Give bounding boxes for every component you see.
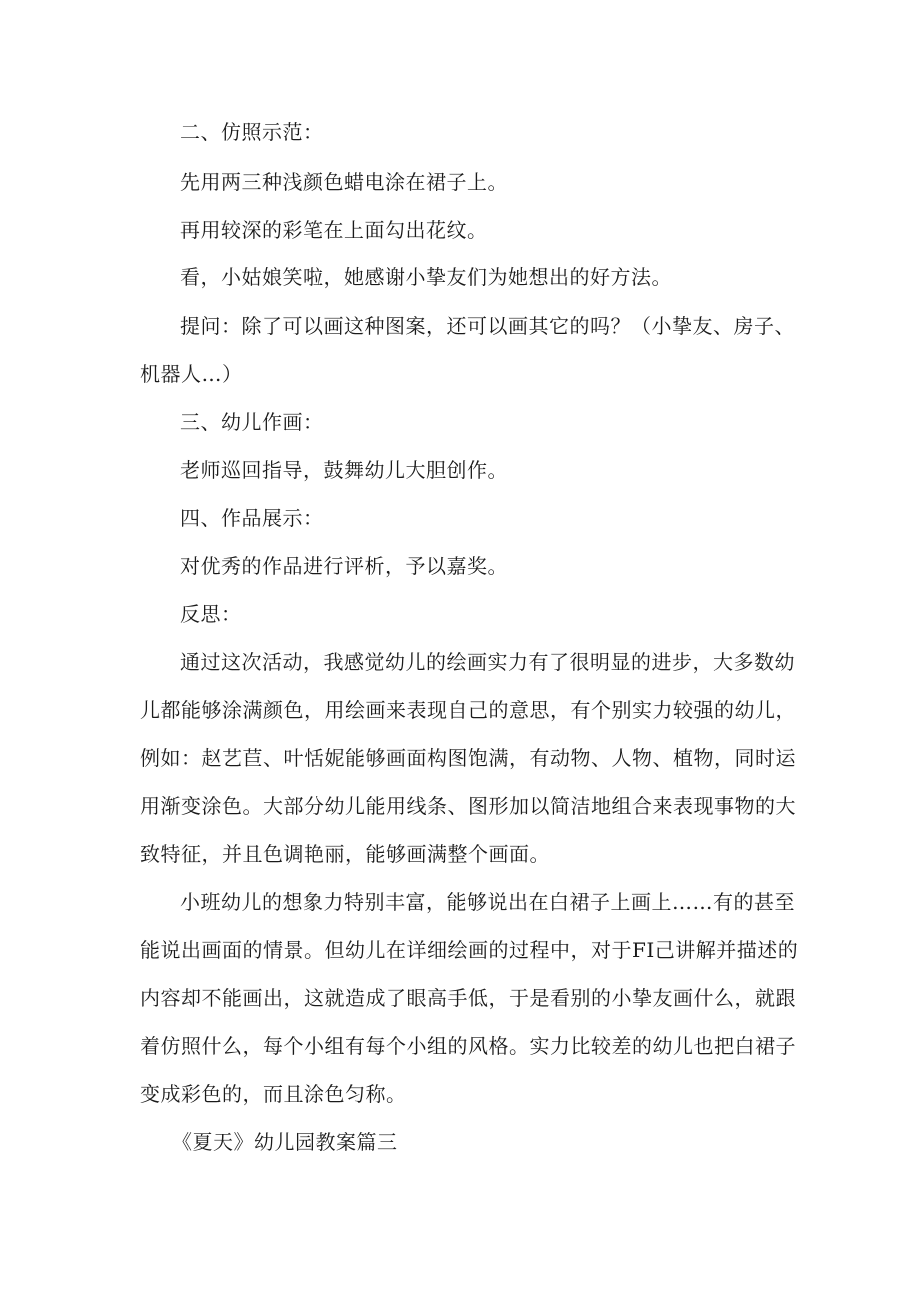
paragraph-line: 能说出画面的情景。但幼儿在详细绘画的过程中，对于FI己讲解并描述的: [140, 938, 799, 962]
paragraph-line: 对优秀的作品进行评析，予以嘉奖。: [180, 554, 508, 578]
paragraph-line: 小班幼儿的想象力特别丰富，能够说出在白裙子上画上……有的甚至: [180, 890, 795, 914]
section-title-summer-lesson: 《夏天》幼儿园教案篇三: [172, 1130, 398, 1154]
paragraph-line: 看，小姑娘笑啦，她感谢小挚友们为她想出的好方法。: [180, 265, 672, 289]
paragraph-line: 用渐变涂色。大部分幼儿能用线条、图形加以简洁地组合来表现事物的大: [140, 794, 796, 818]
paragraph-line: 通过这次活动，我感觉幼儿的绘画实力有了很明显的进步，大多数幼: [180, 650, 795, 674]
paragraph-line: 内容却不能画出，这就造成了眼高手低，于是看别的小挚友画什么，就跟: [140, 986, 796, 1010]
paragraph-line: 致特征，并且色调艳丽，能够画满整个画面。: [140, 842, 550, 866]
paragraph-line: 机器人…）: [140, 362, 243, 386]
paragraph-line: 例如：赵艺苣、叶恬妮能够画面构图饱满，有动物、人物、植物，同时运: [140, 746, 796, 770]
section-heading-drawing: 三、幼儿作画：: [180, 410, 324, 434]
section-heading-demonstration: 二、仿照示范：: [180, 120, 324, 144]
paragraph-line: 老师巡回指导，鼓舞幼儿大胆创作。: [180, 458, 508, 482]
section-heading-exhibition: 四、作品展示：: [180, 506, 324, 530]
paragraph-line: 儿都能够涂满颜色，用绘画来表现自己的意思，有个别实力较强的幼儿，: [140, 698, 796, 722]
paragraph-line: 先用两三种浅颜色蜡电涂在裙子上。: [180, 170, 508, 194]
paragraph-line: 提问：除了可以画这种图案，还可以画其它的吗？（小挚友、房子、: [180, 314, 795, 338]
paragraph-line: 再用较深的彩笔在上面勾出花纹。: [180, 218, 488, 242]
section-heading-reflection: 反思：: [180, 602, 242, 626]
paragraph-line: 变成彩色的，而且涂色匀称。: [140, 1082, 407, 1106]
paragraph-line: 着仿照什么，每个小组有每个小组的风格。实力比较差的幼儿也把白裙子: [140, 1034, 796, 1058]
